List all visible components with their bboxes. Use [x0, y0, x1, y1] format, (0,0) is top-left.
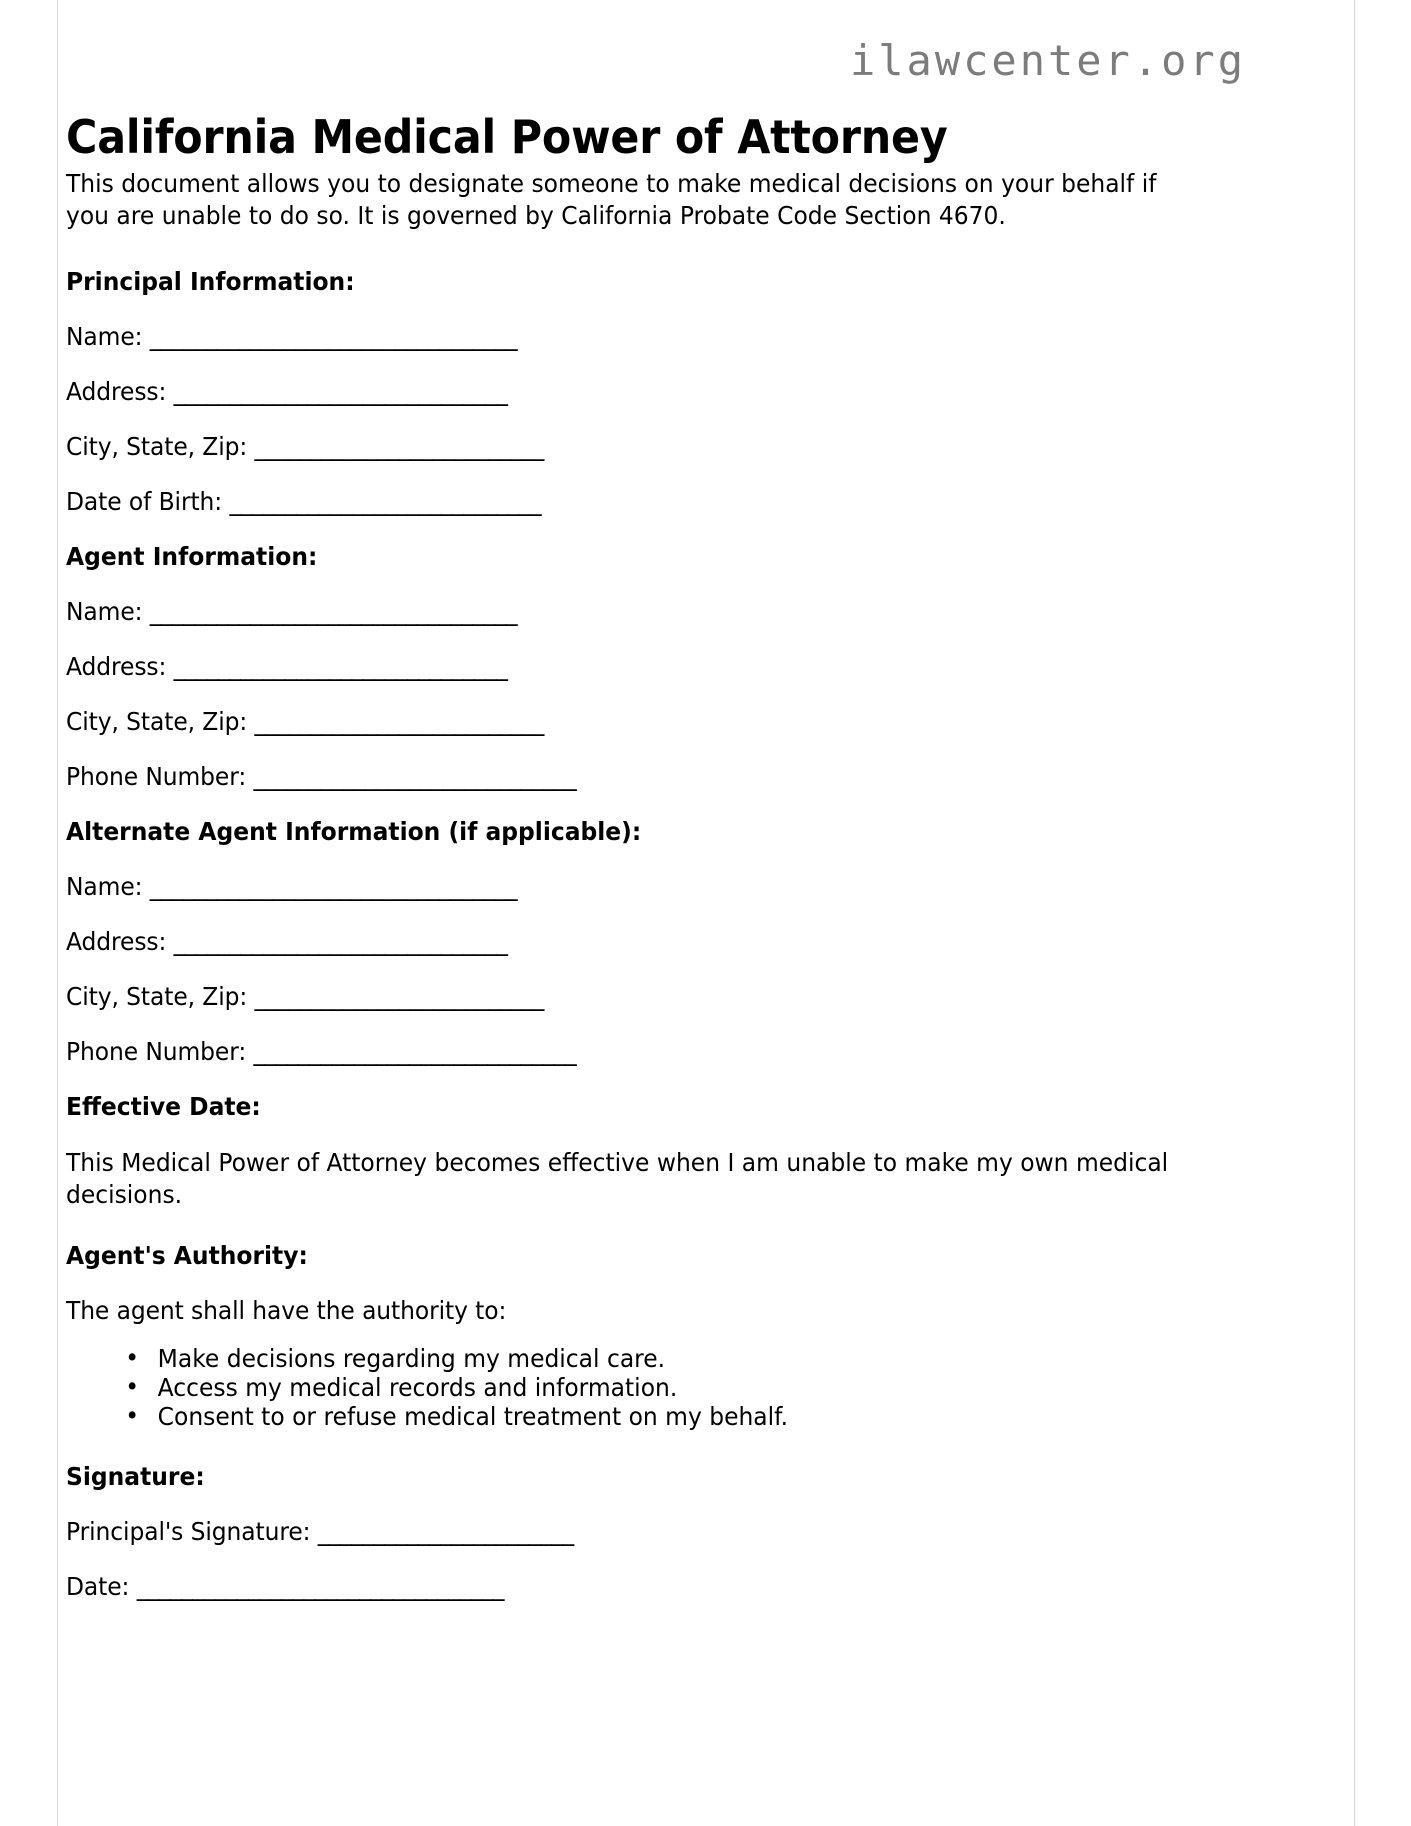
- list-item: [125, 1403, 1197, 1432]
- field-rule[interactable]: __________________________: [254, 981, 544, 1011]
- site-watermark: ilawcenter.org: [849, 36, 1246, 85]
- bullet-icon: •: [125, 1401, 140, 1431]
- field-alternate-agent-address: [66, 927, 1198, 956]
- list-item: [125, 1374, 1197, 1403]
- field-label: City, State, Zip:: [66, 706, 248, 736]
- section-heading-effective-date: Effective Date:: [66, 1091, 261, 1121]
- field-label: Phone Number:: [66, 761, 247, 791]
- field-principal-address: [66, 377, 1198, 406]
- field-agent-address: [66, 652, 1198, 681]
- field-label: Date of Birth:: [66, 486, 223, 516]
- field-principal-date-of-birth: [66, 487, 1198, 516]
- page-edge-right: [1354, 0, 1355, 1826]
- field-label: Name:: [66, 321, 143, 351]
- field-principal-city-state-zip: [66, 432, 1198, 461]
- field-alternate-agent-city-state-zip: [66, 982, 1198, 1011]
- bullet-icon: •: [125, 1372, 140, 1402]
- field-principals-signature: [66, 1517, 1198, 1546]
- effective-date-paragraph: This Medical Power of Attorney becomes effective when I am unable to make my own medical decisions.: [66, 1147, 1169, 1209]
- field-rule[interactable]: ____________________________: [229, 486, 541, 516]
- field-label: Name:: [66, 596, 143, 626]
- page-title: California Medical Power of Attorney: [66, 109, 948, 164]
- field-rule[interactable]: _________________________________: [149, 321, 517, 351]
- field-rule[interactable]: __________________________: [254, 431, 544, 461]
- field-rule[interactable]: ______________________________: [173, 651, 508, 681]
- field-label: Address:: [66, 376, 167, 406]
- section-heading-signature: Signature:: [66, 1462, 205, 1492]
- field-rule[interactable]: _________________________________: [136, 1572, 504, 1602]
- field-principal-name: [66, 322, 1198, 351]
- list-item-label: Consent to or refuse medical treatment on my behalf.: [157, 1402, 789, 1432]
- field-rule[interactable]: ______________________________: [173, 376, 508, 406]
- field-label: Address:: [66, 651, 167, 681]
- field-rule[interactable]: _______________________: [317, 1517, 574, 1547]
- field-rule[interactable]: _____________________________: [253, 761, 577, 791]
- field-label: Date:: [66, 1572, 130, 1602]
- section-heading-alternate-agent: Alternate Agent Information (if applicable):: [66, 816, 642, 846]
- bullet-icon: •: [125, 1343, 140, 1373]
- list-item: [125, 1345, 1197, 1374]
- field-rule[interactable]: _____________________________: [253, 1036, 577, 1066]
- document-body: [66, 168, 1251, 1601]
- field-rule[interactable]: _________________________________: [149, 871, 517, 901]
- section-heading-agent: Agent Information:: [66, 541, 318, 571]
- list-item-label: Access my medical records and information.: [157, 1373, 678, 1403]
- field-label: City, State, Zip:: [66, 981, 248, 1011]
- field-agent-phone-number: [66, 762, 1198, 791]
- agents-authority-lead: The agent shall have the authority to:: [66, 1296, 507, 1326]
- field-agent-name: [66, 597, 1198, 626]
- intro-paragraph: This document allows you to designate someone to make medical decisions on your behalf if you are unable to do so. It is governed by California Probate Code Section 4670.: [66, 169, 1157, 231]
- field-rule[interactable]: __________________________: [254, 706, 544, 736]
- field-label: City, State, Zip:: [66, 431, 248, 461]
- field-alternate-agent-phone-number: [66, 1037, 1198, 1066]
- section-heading-agents-authority: Agent's Authority:: [66, 1241, 308, 1271]
- field-rule[interactable]: _________________________________: [149, 596, 517, 626]
- agents-authority-list: [66, 1345, 1198, 1432]
- section-heading-principal: Principal Information:: [66, 266, 355, 296]
- field-label: Phone Number:: [66, 1036, 247, 1066]
- field-label: Name:: [66, 871, 143, 901]
- page-edge-left: [57, 0, 58, 1826]
- field-agent-city-state-zip: [66, 707, 1198, 736]
- field-label: Address:: [66, 926, 167, 956]
- field-alternate-agent-name: [66, 872, 1198, 901]
- field-rule[interactable]: ______________________________: [173, 926, 508, 956]
- field-label: Principal's Signature:: [66, 1517, 311, 1547]
- field-signature-date: [66, 1572, 1198, 1601]
- list-item-label: Make decisions regarding my medical care.: [157, 1344, 666, 1374]
